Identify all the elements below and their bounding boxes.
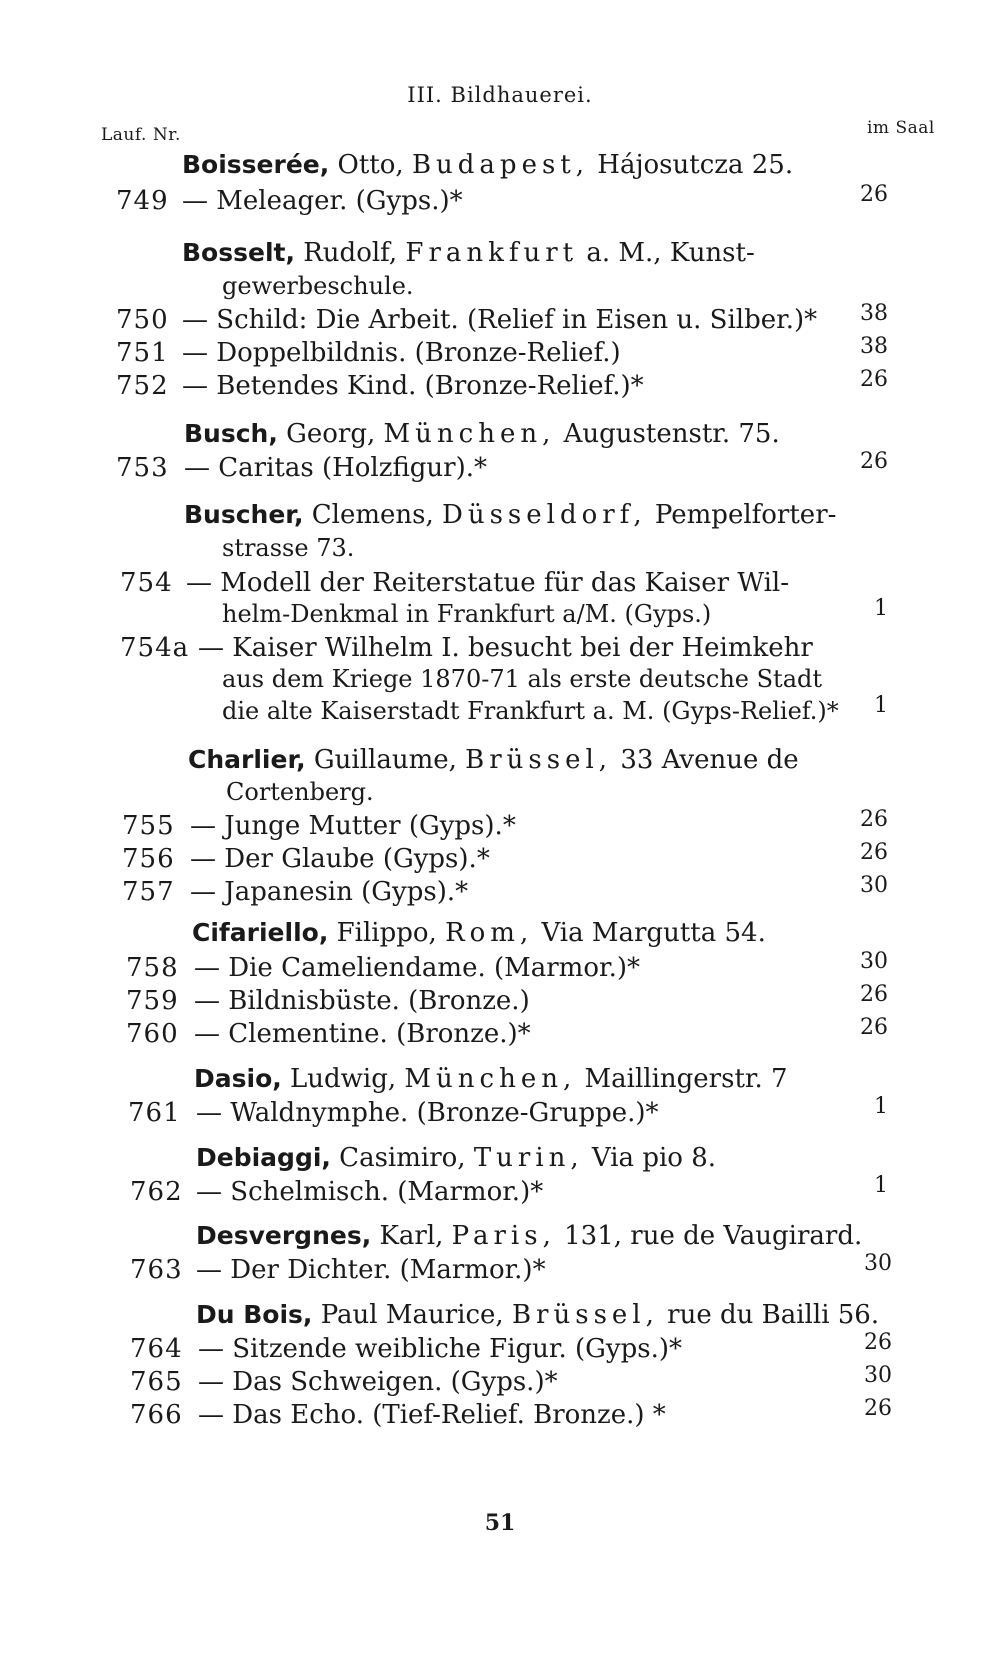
- entry-title: — Modell der Reiterstatue für das Kaiser Wil-: [186, 568, 790, 598]
- artist-heading: [182, 150, 793, 180]
- artist-address: Via Margutta 54.: [533, 918, 766, 948]
- entry-number: 757: [122, 877, 175, 907]
- page-header: III. Bildhauerei.: [407, 83, 593, 107]
- artist-address: Hájosutcza 25.: [589, 150, 794, 180]
- artist-heading: [182, 238, 755, 268]
- artist-address: Augustenstr. 75.: [555, 419, 780, 449]
- artist-city: München,: [404, 1064, 577, 1094]
- artist-firstname: Guillaume,: [305, 745, 466, 775]
- entry-room: 30: [860, 949, 888, 974]
- artist-heading: [196, 1221, 862, 1251]
- artist-heading: [196, 1143, 716, 1173]
- entry-title: — Der Glaube (Gyps).*: [190, 844, 490, 874]
- entry-number: 754: [120, 568, 173, 598]
- entry-room: 30: [860, 873, 888, 898]
- entry-room: 38: [860, 301, 888, 326]
- artist-city: Düsseldorf,: [442, 500, 647, 530]
- artist-address: rue du Bailli 56.: [658, 1300, 880, 1330]
- artist-city: Paris,: [451, 1221, 556, 1251]
- entry-room: 1: [874, 1094, 888, 1119]
- artist-heading: [184, 500, 836, 530]
- entry-title: — Meleager. (Gyps.)*: [182, 186, 463, 216]
- artist-name: Boisserée,: [182, 150, 330, 179]
- entry-room: 26: [860, 807, 888, 832]
- page-number: 51: [484, 1510, 516, 1536]
- artist-firstname: Rudolf,: [294, 238, 406, 268]
- artist-heading: [188, 745, 799, 775]
- entry-title-continued: aus dem Kriege 1870-71 als erste deutsche Stadt: [222, 665, 823, 693]
- entry-number: 756: [122, 844, 175, 874]
- artist-firstname: Filippo,: [328, 918, 446, 948]
- entry-number: 759: [126, 986, 179, 1016]
- entry-title: — Das Echo. (Tief-Relief. Bronze.) *: [198, 1400, 666, 1430]
- entry-title: — Schelmisch. (Marmor.)*: [196, 1177, 544, 1207]
- entry-title: — Bildnisbüste. (Bronze.): [194, 986, 530, 1016]
- artist-name: Du Bois,: [196, 1300, 313, 1329]
- entry-number: 750: [116, 305, 169, 335]
- artist-city: Brüssel,: [465, 745, 613, 775]
- artist-firstname: Georg,: [277, 419, 384, 449]
- artist-name: Debiaggi,: [196, 1143, 331, 1172]
- artist-address-continued: Cortenberg.: [226, 778, 374, 806]
- entry-number: 749: [116, 186, 169, 216]
- entry-number: 766: [130, 1400, 183, 1430]
- entry-number: 755: [122, 811, 175, 841]
- artist-heading: [184, 419, 780, 449]
- entry-number: 760: [126, 1019, 179, 1049]
- artist-name: Busch,: [184, 419, 278, 448]
- artist-firstname: Otto,: [329, 150, 412, 180]
- column-label-room: im Saal: [867, 118, 935, 138]
- entry-room: 26: [860, 1015, 888, 1040]
- artist-heading: [194, 1064, 788, 1094]
- artist-firstname: Clemens,: [303, 500, 442, 530]
- artist-city: Rom,: [445, 918, 534, 948]
- artist-firstname: Ludwig,: [281, 1064, 405, 1094]
- entry-title: — Clementine. (Bronze.)*: [194, 1019, 531, 1049]
- entry-room: 26: [860, 367, 888, 392]
- entry-number: 764: [130, 1334, 183, 1364]
- entry-title: — Der Dichter. (Marmor.)*: [196, 1255, 546, 1285]
- artist-name: Buscher,: [184, 500, 304, 529]
- entry-title: — Junge Mutter (Gyps).*: [190, 811, 516, 841]
- artist-name: Bosselt,: [182, 238, 295, 267]
- entry-number: 751: [116, 338, 169, 368]
- artist-firstname: Karl,: [371, 1221, 452, 1251]
- entry-room: 38: [860, 334, 888, 359]
- artist-address: Maillingerstr. 7: [576, 1064, 788, 1094]
- entry-room: 1: [874, 693, 888, 718]
- entry-title: — Waldnymphe. (Bronze-Gruppe.)*: [196, 1098, 659, 1128]
- entry-number: 758: [126, 953, 179, 983]
- entry-room: 26: [860, 840, 888, 865]
- entry-title: — Kaiser Wilhelm I. besucht bei der Heimkehr: [198, 633, 813, 663]
- entry-room: 26: [864, 1330, 892, 1355]
- entry-number: 752: [116, 371, 169, 401]
- artist-city: Brüssel,: [511, 1300, 659, 1330]
- entry-room: 26: [860, 449, 888, 474]
- artist-address: 33 Avenue de: [612, 745, 799, 775]
- artist-name: Cifariello,: [192, 918, 329, 947]
- column-label-number: Lauf. Nr.: [101, 125, 181, 145]
- artist-address: Pempelforter-: [646, 500, 837, 530]
- entry-room: 1: [874, 1173, 888, 1198]
- entry-number: 754a: [120, 633, 190, 663]
- entry-title: — Die Cameliendame. (Marmor.)*: [194, 953, 640, 983]
- entry-number: 763: [130, 1255, 183, 1285]
- artist-heading: [196, 1300, 879, 1330]
- entry-title-continued: die alte Kaiserstadt Frankfurt a. M. (Gyps-Relief.)*: [222, 697, 839, 725]
- entry-number: 765: [130, 1367, 183, 1397]
- artist-address-continued: strasse 73.: [222, 534, 355, 562]
- entry-title: — Doppelbildnis. (Bronze-Relief.): [182, 338, 621, 368]
- artist-address: a. M., Kunst-: [578, 238, 755, 268]
- artist-firstname: Paul Maurice,: [312, 1300, 512, 1330]
- entry-number: 762: [130, 1177, 183, 1207]
- artist-city: München,: [383, 419, 556, 449]
- artist-name: Charlier,: [188, 745, 306, 774]
- entry-title: — Sitzende weibliche Figur. (Gyps.)*: [198, 1334, 682, 1364]
- entry-room: 1: [874, 596, 888, 621]
- entry-number: 761: [128, 1098, 181, 1128]
- entry-title-continued: helm-Denkmal in Frankfurt a/M. (Gyps.): [222, 600, 712, 628]
- entry-number: 753: [116, 453, 169, 483]
- artist-name: Desvergnes,: [196, 1221, 372, 1250]
- entry-title: — Schild: Die Arbeit. (Relief in Eisen u. Silber.)*: [182, 305, 818, 335]
- entry-room: 26: [864, 1396, 892, 1421]
- artist-address: 131, rue de Vaugirard.: [555, 1221, 863, 1251]
- entry-title: — Betendes Kind. (Bronze-Relief.)*: [182, 371, 644, 401]
- artist-firstname: Casimiro,: [330, 1143, 474, 1173]
- artist-heading: [192, 918, 766, 948]
- artist-address-continued: gewerbeschule.: [222, 272, 414, 300]
- artist-city: Budapest,: [411, 150, 590, 180]
- artist-city: Turin,: [473, 1143, 584, 1173]
- entry-room: 26: [860, 182, 888, 207]
- entry-room: 26: [860, 982, 888, 1007]
- entry-title: — Japanesin (Gyps).*: [190, 877, 469, 907]
- artist-name: Dasio,: [194, 1064, 282, 1093]
- artist-city: Frankfurt: [405, 238, 579, 268]
- entry-title: — Das Schweigen. (Gyps.)*: [198, 1367, 558, 1397]
- entry-title: — Caritas (Holzfigur).*: [184, 453, 488, 483]
- entry-room: 30: [864, 1363, 892, 1388]
- entry-room: 30: [864, 1251, 892, 1276]
- artist-address: Via pio 8.: [583, 1143, 717, 1173]
